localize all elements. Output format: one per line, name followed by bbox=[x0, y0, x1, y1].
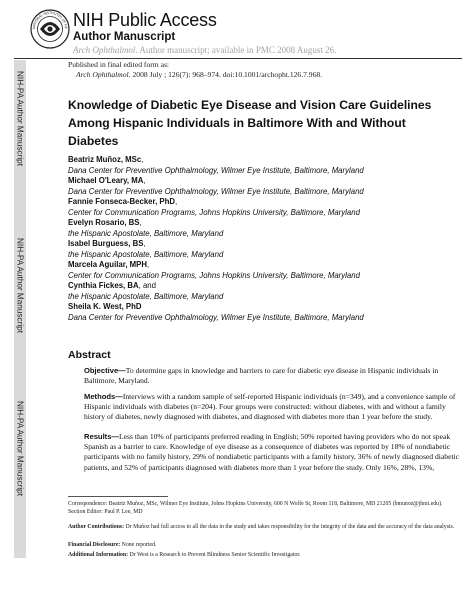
author-name: Evelyn Rosario, BS bbox=[68, 218, 140, 227]
objective-text: To determine gaps in knowledge and barriers to care for diabetic eye disease in Hispanic individuals in Baltimore, Maryland. bbox=[84, 366, 439, 386]
contributions-label: Author Contributions: bbox=[68, 524, 125, 530]
author-entry bbox=[68, 302, 458, 323]
author-manuscript-label: Author Manuscript bbox=[73, 31, 176, 43]
footnote-divider bbox=[68, 496, 168, 497]
pmc-availability-text: . Author manuscript; available in PMC 2008 August 26. bbox=[135, 45, 337, 55]
author-list bbox=[68, 155, 458, 323]
abstract-methods bbox=[84, 392, 462, 423]
author-entry bbox=[68, 260, 458, 281]
additional-label: Additional Information: bbox=[68, 552, 129, 558]
section-editor-text: Section Editor: Paul P. Lee, MD bbox=[68, 508, 143, 515]
pmc-journal: Arch Ophthalmol bbox=[73, 45, 136, 55]
author-affiliation: Center for Communication Programs, Johns Hopkins University, Baltimore, Maryland bbox=[68, 207, 360, 217]
author-separator: , bbox=[139, 218, 142, 227]
author-affiliation: the Hispanic Apostolate, Baltimore, Maryland bbox=[68, 228, 224, 238]
citation-line bbox=[76, 70, 322, 80]
author-name: Sheila K. West, PhD bbox=[68, 302, 142, 311]
header-divider bbox=[14, 58, 462, 59]
author-entry bbox=[68, 281, 458, 302]
author-separator: , and bbox=[138, 281, 156, 290]
objective-label: Objective— bbox=[84, 366, 126, 375]
methods-text: Interviews with a random sample of self-reported Hispanic individuals (n=349), and a convenience sample of Hispanic individuals with diabetes (n=204). Four groups were constructed: without diabetes, with and without a family history of diabetes, newly diagnosed with diabetes, and diagnosed with diabetes more than 1 year before the study. bbox=[84, 392, 456, 422]
author-entry bbox=[68, 197, 458, 218]
author-affiliation: the Hispanic Apostolate, Baltimore, Maryland bbox=[68, 291, 224, 301]
results-label: Results— bbox=[84, 432, 120, 441]
article-title: Knowledge of Diabetic Eye Disease and Vision Care Guidelines Among Hispanic Individuals in Baltimore With and Without Diabetes bbox=[68, 98, 432, 148]
author-affiliation: Dana Center for Preventive Ophthalmology, Wilmer Eye Institute, Baltimore, Maryland bbox=[68, 165, 364, 175]
author-name: Michael O'Leary, MA bbox=[68, 176, 144, 185]
nih-seal-logo bbox=[30, 9, 70, 49]
author-affiliation: Dana Center for Preventive Ophthalmology, Wilmer Eye Institute, Baltimore, Maryland bbox=[68, 186, 364, 196]
svg-text:NATIONAL INSTITUTES OF HEALTH: NATIONAL INSTITUTES OF HE bbox=[31, 10, 69, 30]
abstract-objective bbox=[84, 366, 462, 386]
author-separator: , bbox=[143, 176, 146, 185]
financial-text: None reported. bbox=[120, 542, 157, 548]
author-separator: , bbox=[143, 239, 146, 248]
citation-journal: Arch Ophthalmol bbox=[76, 70, 129, 79]
financial-label: Financial Disclosure: bbox=[68, 542, 121, 548]
author-name: Beatriz Muñoz, MSc bbox=[68, 155, 142, 164]
correspondence-text: Correspondence: Beatriz Muñoz, MSc, Wilmer Eye Institute, Johns Hopkins University, 600 N Wolfe St, Room 118, Baltimore, MD 21205 (bmunoz@jhmi.edu). bbox=[68, 501, 443, 507]
author-entry bbox=[68, 155, 458, 176]
author-separator: , bbox=[141, 155, 144, 164]
footnote-correspondence bbox=[68, 501, 462, 516]
published-in-line: Published in final edited form as: bbox=[68, 60, 170, 69]
footnote-contributions bbox=[68, 524, 462, 532]
author-name: Fannie Fonseca-Becker, PhD bbox=[68, 197, 176, 206]
author-name: Marcela Aguilar, MPH bbox=[68, 260, 148, 269]
results-text: Less than 10% of participants preferred reading in English; 50% reported having providers who do not speak Spanish as a barrier to care. Knowledge of eye disease as a consequence of diabetes was reported by 18% of nondiabetic participants with no family history, 29% of nondiabetic participants with a family history, 36% of newly diagnosed diabetic patients, and 52% of participants diagnosed with diabetes more than 1 year before the study. Only 16%, 28%, 13%, bbox=[84, 432, 460, 472]
methods-label: Methods— bbox=[84, 392, 123, 401]
author-affiliation: the Hispanic Apostolate, Baltimore, Maryland bbox=[68, 249, 224, 259]
author-separator: , bbox=[175, 197, 178, 206]
author-affiliation: Center for Communication Programs, Johns Hopkins University, Baltimore, Maryland bbox=[68, 270, 360, 280]
additional-text: Dr West is a Research to Prevent Blindness Senior Scientific Investigator. bbox=[128, 552, 301, 558]
author-affiliation: Dana Center for Preventive Ophthalmology, Wilmer Eye Institute, Baltimore, Maryland bbox=[68, 312, 364, 322]
nih-public-access-title: NIH Public Access bbox=[73, 10, 217, 30]
footnote-additional bbox=[68, 552, 462, 560]
author-name: Isabel Burguess, BS bbox=[68, 239, 144, 248]
author-separator: , bbox=[147, 260, 150, 269]
contributions-text: Dr Muñoz had full access to all the data in the study and takes responsibility for the integrity of the data and the accuracy of the data analysis. bbox=[124, 524, 455, 530]
footnote-financial bbox=[68, 542, 462, 550]
abstract-results bbox=[84, 432, 462, 473]
author-entry bbox=[68, 239, 458, 260]
author-entry bbox=[68, 176, 458, 197]
author-name: Cynthia Fickes, BA bbox=[68, 281, 139, 290]
author-entry bbox=[68, 218, 458, 239]
citation-details: . 2008 July ; 126(7): 968–974. doi:10.1001/archopht.126.7.968. bbox=[128, 70, 323, 79]
pmc-availability-line bbox=[73, 45, 336, 55]
publication-info bbox=[68, 60, 322, 80]
abstract-heading: Abstract bbox=[68, 349, 111, 361]
